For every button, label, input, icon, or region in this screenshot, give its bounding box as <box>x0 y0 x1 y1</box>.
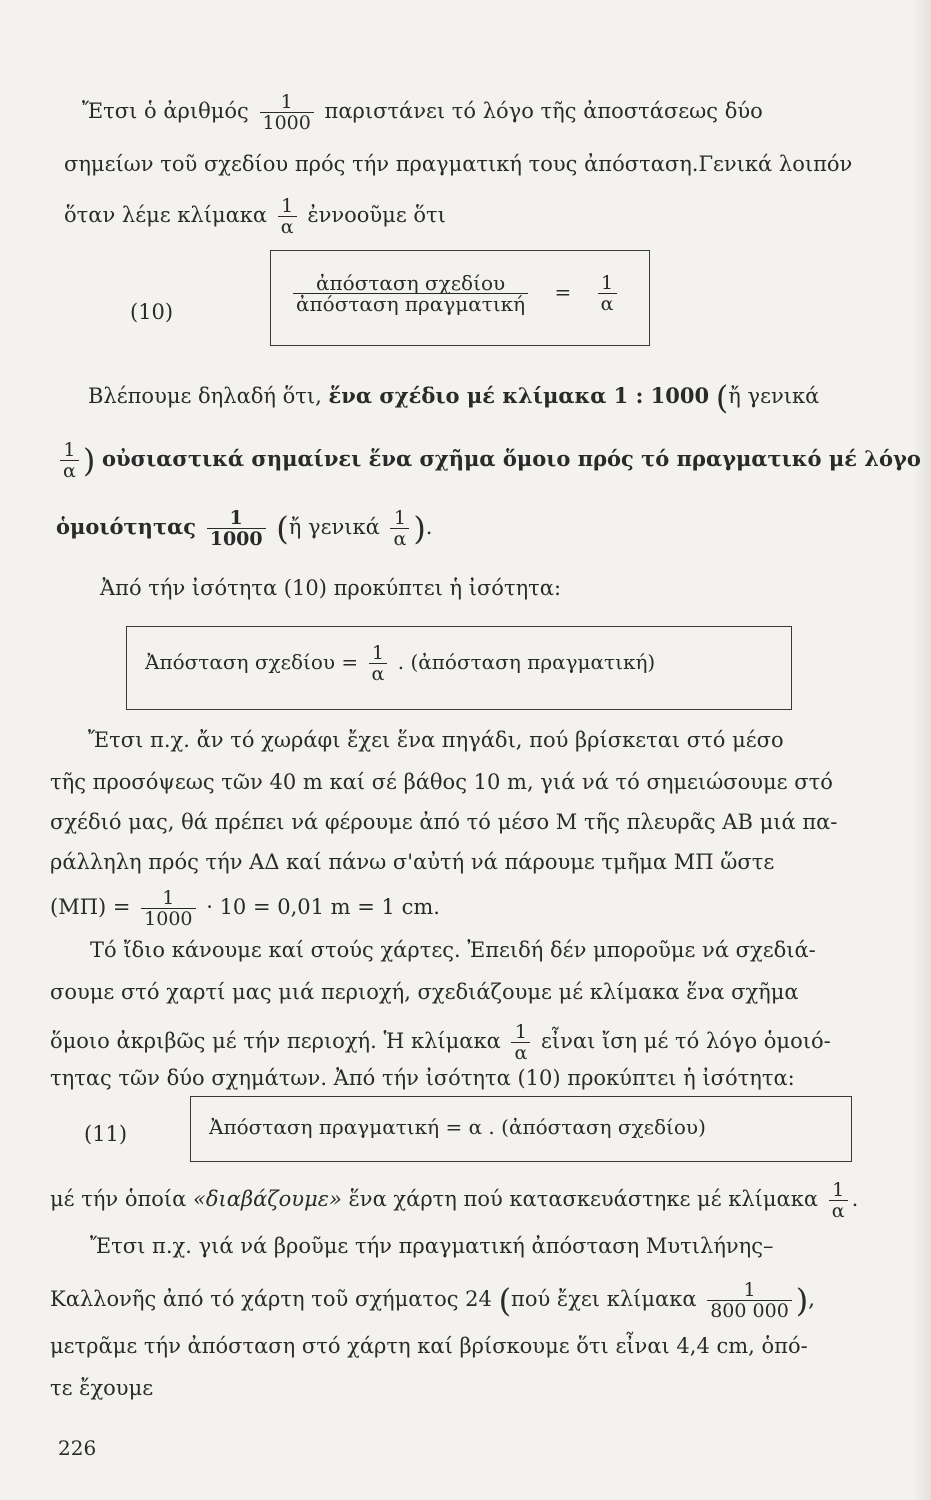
p3-line-1: Ἔτσι π.χ. ἄν τό χωράφι ἔχει ἕνα πηγάδι, πού βρίσκεται στό μέσο <box>88 728 784 752</box>
p5-line-2: Ἔτσι π.χ. γιά νά βροῦμε τήν πραγματική ἀπόσταση Μυτιλήνης– <box>90 1234 774 1258</box>
fraction-1-over-alpha: $\frac{1}{\alpha}$ <box>390 508 409 549</box>
equation-10-box <box>270 250 650 346</box>
p3-line-4: ράλληλη πρός τήν ΑΔ καί πάνω σ'αὐτή νά πάρουμε τμῆμα ΜΠ ὥστε <box>50 850 775 874</box>
equation-11: Ἀπόσταση πραγματική = α . (ἀπόσταση σχεδίου) <box>209 1115 706 1139</box>
equation-11-box <box>190 1096 852 1162</box>
text: μέ τήν ὁποία <box>50 1187 187 1211</box>
equation-tag-11: (11) <box>84 1122 128 1146</box>
text: ἤ γενικά <box>288 515 380 539</box>
p5-line-5: τε ἔχουμε <box>50 1376 154 1400</box>
p4-line-2: σουμε στό χαρτί μας μιά περιοχή, σχεδιάζουμε μέ κλίμακα ἕνα σχῆμα <box>50 980 799 1004</box>
fraction-1-over-alpha: $\frac{1}{\alpha}$ <box>60 440 79 481</box>
equation-box-distance-drawing <box>126 626 792 710</box>
italic-text: «διαβάζουμε» <box>193 1187 342 1211</box>
p2-line-2: $\frac{1}{\alpha}$ ) οὐσιαστικά σημαίνει ἕνα σχῆμα ὅμοιο πρός τό πραγματικό μέ λόγο <box>56 440 921 481</box>
p5-line-3: Καλλονῆς ἀπό τό χάρτη τοῦ σχήματος 24 (πού ἔχει κλίμακα $\frac{1}{800 000}$ ), <box>50 1279 815 1322</box>
fraction-1-over-alpha: $\frac{1}{\alpha}$ <box>598 273 617 314</box>
p2-line-4: Ἀπό τήν ἰσότητα (10) προκύπτει ἡ ἰσότητα: <box>100 576 562 600</box>
p5-line-1: μέ τήν ὁποία «διαβάζουμε» ἕνα χάρτη πού κατασκευάστηκε μέ κλίμακα $\frac{1}{\alpha}$ . <box>50 1179 859 1222</box>
p3-line-3: σχέδιό μας, θά πρέπει νά φέρουμε ἀπό τό μέσο Μ τῆς πλευρᾶς ΑΒ μιά πα- <box>50 810 838 834</box>
bold-text: ἕνα σχέδιο μέ κλίμακα 1 : 1000 <box>328 383 710 408</box>
p2-line-1: Βλέπουμε δηλαδή ὅτι, ἕνα σχέδιο μέ κλίμακα 1 : 1000 (ἤ γενικά <box>88 378 820 417</box>
text: παριστάνει τό λόγο τῆς ἀποστάσεως δύο <box>324 99 763 123</box>
fraction-1-over-alpha: $\frac{1}{\alpha}$ <box>511 1022 530 1063</box>
p3-line-5 <box>50 888 440 929</box>
p3-line-2: τῆς προσόψεως τῶν 40 m καί σέ βάθος 10 m, γιά νά τό σημειώσουμε στό <box>50 770 833 794</box>
p4-line-1: Τό ἴδιο κάνουμε καί στούς χάρτες. Ἐπειδή δέν μποροῦμε νά σχεδιά- <box>90 938 816 962</box>
text: εἶναι ἴση μέ τό λόγο ὁμοιό- <box>541 1029 831 1053</box>
fraction-1-over-800000: $\frac{1}{800 000}$ <box>707 1280 792 1321</box>
fraction-1-over-alpha: $\frac{1}{\alpha}$ <box>369 643 388 684</box>
text: ὅμοιο ἀκριβῶς μέ τήν περιοχή. Ἡ κλίμακα <box>50 1029 501 1053</box>
p2-line-3: ὁμοιότητας $\frac{1}{1000}$ (ἤ γενικά $\frac{1}{\alpha}$ ). <box>56 507 433 550</box>
p4-line-3 <box>50 1022 831 1063</box>
distance-ratio-fraction: $\frac{\text{ἀπόσταση σχεδίου}}{\text{ἀπόσταση πραγματική}}$ <box>293 273 528 314</box>
bold-text: ὁμοιότητας <box>56 514 197 539</box>
fraction-1-over-alpha: $\frac{1}{\alpha}$ <box>278 196 297 237</box>
text: Ἔτσι ὁ ἀριθμός <box>82 99 249 123</box>
page-gutter-shadow <box>913 0 931 1500</box>
equation-distance-drawing <box>145 643 655 684</box>
p4-line-4: τητας τῶν δύο σχημάτων. Ἀπό τήν ἰσότητα (10) προκύπτει ἡ ἰσότητα: <box>50 1066 795 1090</box>
p1-line-2: σημείων τοῦ σχεδίου πρός τήν πραγματική τους ἀπόσταση.Γενικά λοιπόν <box>64 152 853 176</box>
fraction-1-over-1000: $\frac{1}{1000}$ <box>141 888 195 929</box>
text: πού ἔχει κλίμακα <box>511 1287 697 1311</box>
p5-line-4: μετρᾶμε τήν ἀπόσταση στό χάρτη καί βρίσκουμε ὅτι εἶναι 4,4 cm, ὁπό- <box>50 1334 808 1358</box>
text: . (ἀπόσταση πραγματική) <box>397 650 656 674</box>
fraction-1-over-alpha: $\frac{1}{\alpha}$ <box>829 1180 848 1221</box>
text: ἕνα χάρτη πού κατασκευάστηκε μέ κλίμακα <box>348 1187 819 1211</box>
text: (ΜΠ) = <box>50 895 131 919</box>
text: ὅταν λέμε κλίμακα <box>64 203 268 227</box>
text: ἐννοοῦμε ὅτι <box>307 203 446 227</box>
equation-10 <box>289 273 621 314</box>
text: · 10 = 0,01 m = 1 cm. <box>206 895 440 919</box>
bold-text: οὐσιαστικά σημαίνει ἕνα σχῆμα ὅμοιο πρός τό πραγματικό μέ λόγο <box>102 446 921 471</box>
page-number: 226 <box>58 1436 97 1460</box>
p1-line-1 <box>82 92 763 133</box>
text: Βλέπουμε δηλαδή ὅτι, <box>88 384 322 408</box>
text: Ἀπόσταση σχεδίου = <box>145 650 359 674</box>
text: ἤ γενικά <box>728 384 820 408</box>
fraction-1-over-1000: $\frac{1}{1000}$ <box>207 508 266 549</box>
equals-sign: = <box>554 280 572 304</box>
text: Καλλονῆς ἀπό τό χάρτη τοῦ σχήματος 24 <box>50 1287 492 1311</box>
equation-tag-10: (10) <box>130 300 174 324</box>
fraction-1-over-1000: $\frac{1}{1000}$ <box>260 92 314 133</box>
p1-line-3 <box>64 196 446 237</box>
